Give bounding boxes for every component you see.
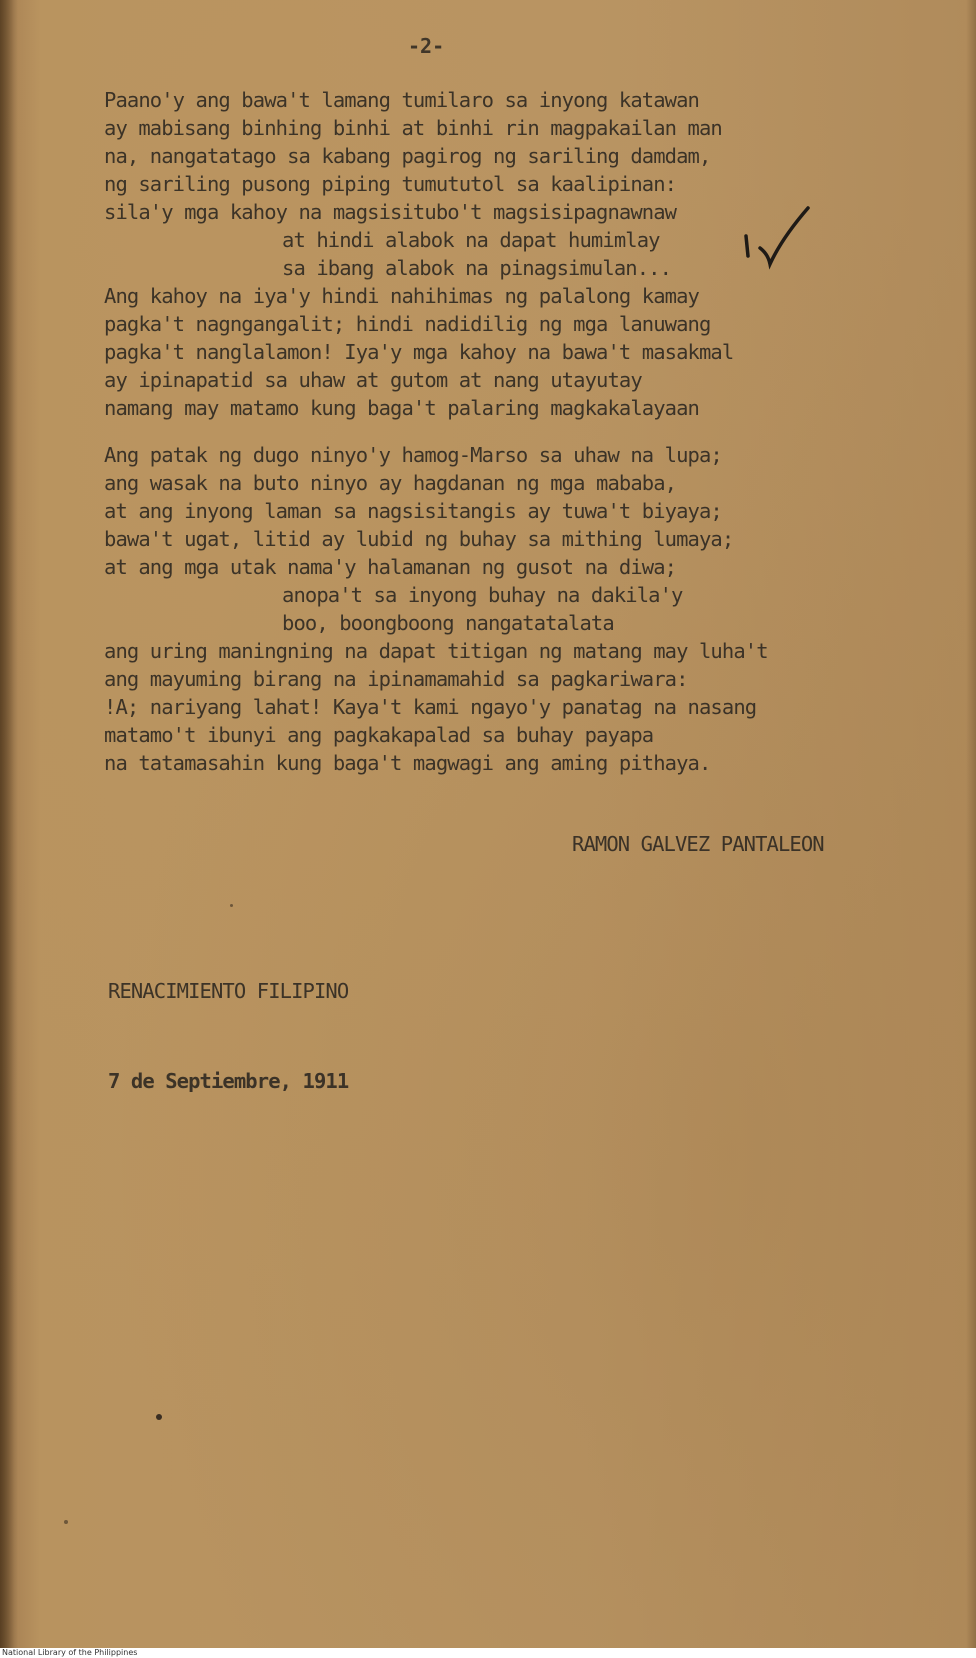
- poem-line: ay mabisang binhing binhi at binhi rin magpakailan man: [104, 116, 722, 140]
- poem-line: ng sariling pusong piping tumututol sa kaalipinan:: [104, 172, 677, 196]
- poem-line: ang wasak na buto ninyo ay hagdanan ng mga mababa,: [104, 471, 677, 495]
- ink-speck: [156, 1414, 162, 1420]
- poem-line: ang mayuming birang na ipinamamahid sa pagkariwara:: [104, 667, 688, 691]
- poem-line: matamo't ibunyi ang pagkakapalad sa buhay payapa: [104, 723, 654, 747]
- poem-line: sila'y mga kahoy na magsisitubo't magsisipagnawnaw: [104, 200, 677, 224]
- poem-line: pagka't nagngangalit; hindi nadidilig ng mga lanuwang: [104, 312, 711, 336]
- poem-line: sa ibang alabok na pinagsimulan...: [282, 256, 672, 280]
- poem-line: Ang patak ng dugo ninyo'y hamog-Marso sa uhaw na lupa;: [104, 443, 722, 467]
- poem-line: bawa't ugat, litid ay lubid ng buhay sa mithing lumaya;: [104, 527, 734, 551]
- source-date: 7 de Septiembre, 1911: [108, 1069, 349, 1093]
- page-edge-shadow: [0, 0, 18, 1648]
- author-name: RAMON GALVEZ PANTALEON: [572, 832, 824, 856]
- poem-line: namang may matamo kung baga't palaring magkakalayaan: [104, 396, 699, 420]
- poem-line: at ang mga utak nama'y halamanan ng gusot na diwa;: [104, 555, 677, 579]
- poem-line: Paano'y ang bawa't lamang tumilaro sa inyong katawan: [104, 88, 699, 112]
- poem-line: anopa't sa inyong buhay na dakila'y: [282, 583, 683, 607]
- poem-line: pagka't nanglalamon! Iya'y mga kahoy na bawa't masakmal: [104, 340, 734, 364]
- poem-line: at hindi alabok na dapat humimlay: [282, 228, 660, 252]
- source-publication: RENACIMIENTO FILIPINO: [108, 979, 349, 1003]
- poem-line: Ang kahoy na iya'y hindi nahihimas ng palalong kamay: [104, 284, 699, 308]
- footer-credit: National Library of the Philippines: [2, 1648, 138, 1657]
- poem-line: ay ipinapatid sa uhaw at gutom at nang utayutay: [104, 368, 642, 392]
- handwritten-check-mark: [738, 198, 828, 278]
- poem-line: boo, boongboong nangatatalata: [282, 611, 614, 635]
- poem-line: at ang inyong laman sa nagsisitangis ay tuwa't biyaya;: [104, 499, 722, 523]
- poem-stanza-2: [104, 441, 768, 777]
- page-right-edge: [966, 0, 976, 1648]
- poem-line: na tatamasahin kung baga't magwagi ang aming pithaya.: [104, 751, 711, 775]
- source-citation: [108, 916, 348, 1156]
- ink-speck: [64, 1520, 68, 1524]
- poem-line: ang uring maningning na dapat titigan ng matang may luha't: [104, 639, 768, 663]
- poem-stanza-1: [104, 86, 733, 422]
- ink-speck: [230, 904, 233, 907]
- poem-line: na, nangatatago sa kabang pagirog ng sariling damdam,: [104, 144, 711, 168]
- poem-line: !A; nariyang lahat! Kaya't kami ngayo'y panatag na nasang: [104, 695, 757, 719]
- page-number: -2-: [408, 34, 445, 58]
